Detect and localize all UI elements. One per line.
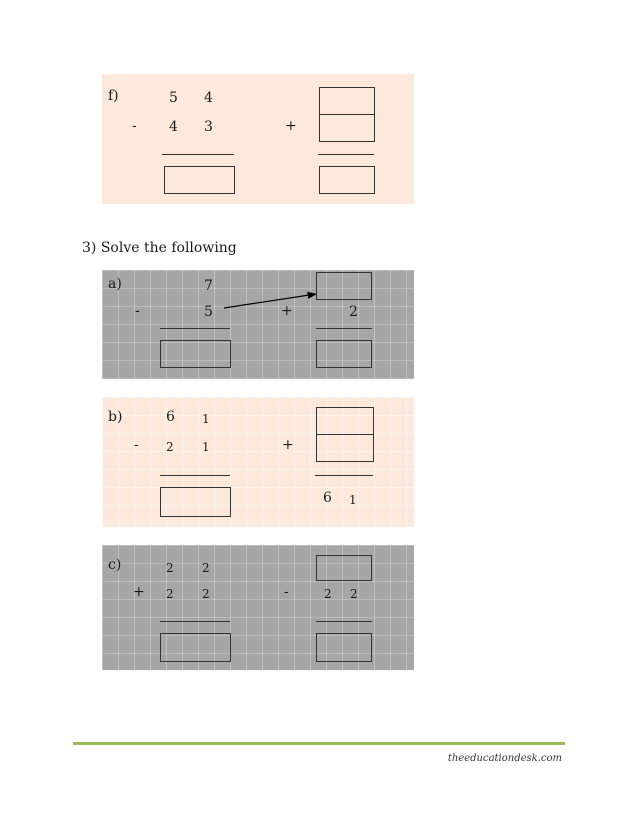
problem-c-panel <box>102 545 414 670</box>
footer-site: theeducationdesk.com <box>447 753 562 764</box>
problem-b-side-bottom-box[interactable] <box>316 434 374 462</box>
problem-b-side-operator: + <box>282 437 294 453</box>
problem-f-panel <box>102 74 414 204</box>
problem-b-side-top-box[interactable] <box>316 407 374 435</box>
problem-b-top-tens: 6 <box>166 409 175 425</box>
problem-b-bottom-tens: 2 <box>166 440 174 454</box>
problem-a-side-digit: 2 <box>349 304 358 320</box>
problem-b-side-result-ones: 1 <box>349 493 357 507</box>
problem-c-bottom-tens: 2 <box>166 587 174 601</box>
problem-f-side-bottom-box[interactable] <box>319 114 375 142</box>
problem-a-label: a) <box>108 276 122 292</box>
problem-c-operator: + <box>133 584 145 600</box>
problem-b-side-result-tens: 6 <box>323 490 332 506</box>
problem-c-side-sum-line <box>316 621 372 622</box>
problem-c-side-ones: 2 <box>350 587 358 601</box>
problem-c-answer-box[interactable] <box>160 633 231 662</box>
problem-c-top-ones: 2 <box>202 561 210 575</box>
problem-f-side-top-box[interactable] <box>319 87 375 115</box>
problem-c-side-top-box[interactable] <box>316 555 372 581</box>
problem-f-top-tens: 5 <box>169 90 178 106</box>
problem-c-bottom-ones: 2 <box>202 587 210 601</box>
problem-a-side-sum-line <box>316 328 372 329</box>
problem-f-top-ones: 4 <box>204 90 213 106</box>
problem-b-sum-line <box>160 475 230 476</box>
problem-a-bottom-digit: 5 <box>204 304 213 320</box>
problem-f-side-operator: + <box>285 118 297 134</box>
problem-c-side-answer-box[interactable] <box>316 633 372 662</box>
problem-a-answer-box[interactable] <box>160 340 231 368</box>
problem-c-label: c) <box>108 557 122 573</box>
problem-b-label: b) <box>108 409 123 425</box>
problem-c-side-operator: - <box>284 584 289 600</box>
problem-b-top-ones: 1 <box>202 412 210 426</box>
problem-a-top-digit: 7 <box>204 278 213 294</box>
problem-b-answer-box[interactable] <box>160 487 231 517</box>
problem-c-top-tens: 2 <box>166 561 174 575</box>
problem-f-bottom-tens: 4 <box>169 119 178 135</box>
problem-a-side-top-box[interactable] <box>316 272 372 300</box>
problem-b-operator: - <box>134 437 139 453</box>
problem-f-sum-line <box>162 154 234 155</box>
problem-f-label: f) <box>108 88 119 104</box>
problem-c-side-tens: 2 <box>324 587 332 601</box>
problem-f-operator: - <box>132 118 137 134</box>
problem-a-panel <box>102 270 414 379</box>
problem-c-sum-line <box>160 621 230 622</box>
problem-f-bottom-ones: 3 <box>204 119 213 135</box>
problem-a-sum-line <box>160 328 230 329</box>
problem-f-side-sum-line <box>318 154 374 155</box>
section-heading: 3) Solve the following <box>82 240 237 256</box>
problem-a-side-operator: + <box>281 303 293 319</box>
problem-b-bottom-ones: 1 <box>202 440 210 454</box>
footer-rule <box>73 742 565 745</box>
problem-f-answer-box[interactable] <box>164 166 235 194</box>
problem-a-side-answer-box[interactable] <box>316 340 372 368</box>
problem-b-side-sum-line <box>315 475 373 476</box>
problem-b-panel <box>102 397 414 527</box>
problem-f-side-answer-box[interactable] <box>319 166 375 194</box>
problem-a-operator: - <box>135 303 140 319</box>
